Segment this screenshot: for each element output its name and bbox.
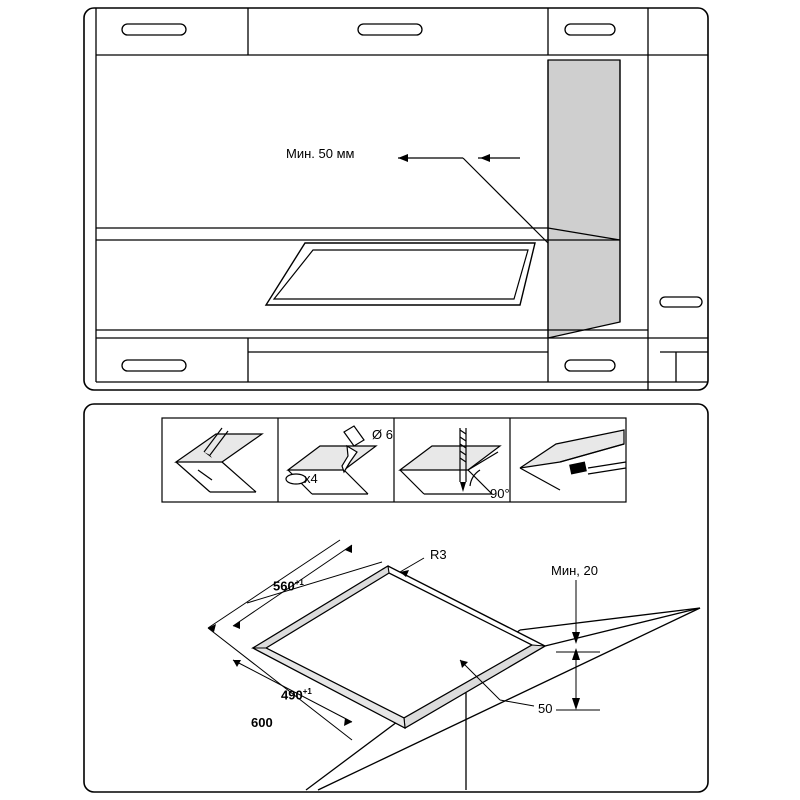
- label-depth-490: [281, 688, 312, 701]
- label-width-560-value: 560: [273, 578, 295, 594]
- label-quantity-x4: x4: [304, 471, 318, 486]
- label-angle-90: 90°: [490, 486, 510, 501]
- label-depth-490-tolerance: +1: [302, 687, 312, 696]
- label-height-50: 50: [538, 701, 553, 716]
- label-min-50: Мин. 50 мм: [286, 146, 355, 161]
- label-radius-r3: R3: [430, 547, 447, 562]
- label-outer-600: 600: [251, 715, 273, 730]
- label-width-560: [273, 579, 304, 592]
- label-width-560-tolerance: +1: [294, 578, 304, 587]
- label-diameter-6: Ø 6: [372, 427, 393, 442]
- label-depth-490-value: 490: [281, 687, 303, 703]
- label-min-20: Мин, 20: [551, 563, 598, 578]
